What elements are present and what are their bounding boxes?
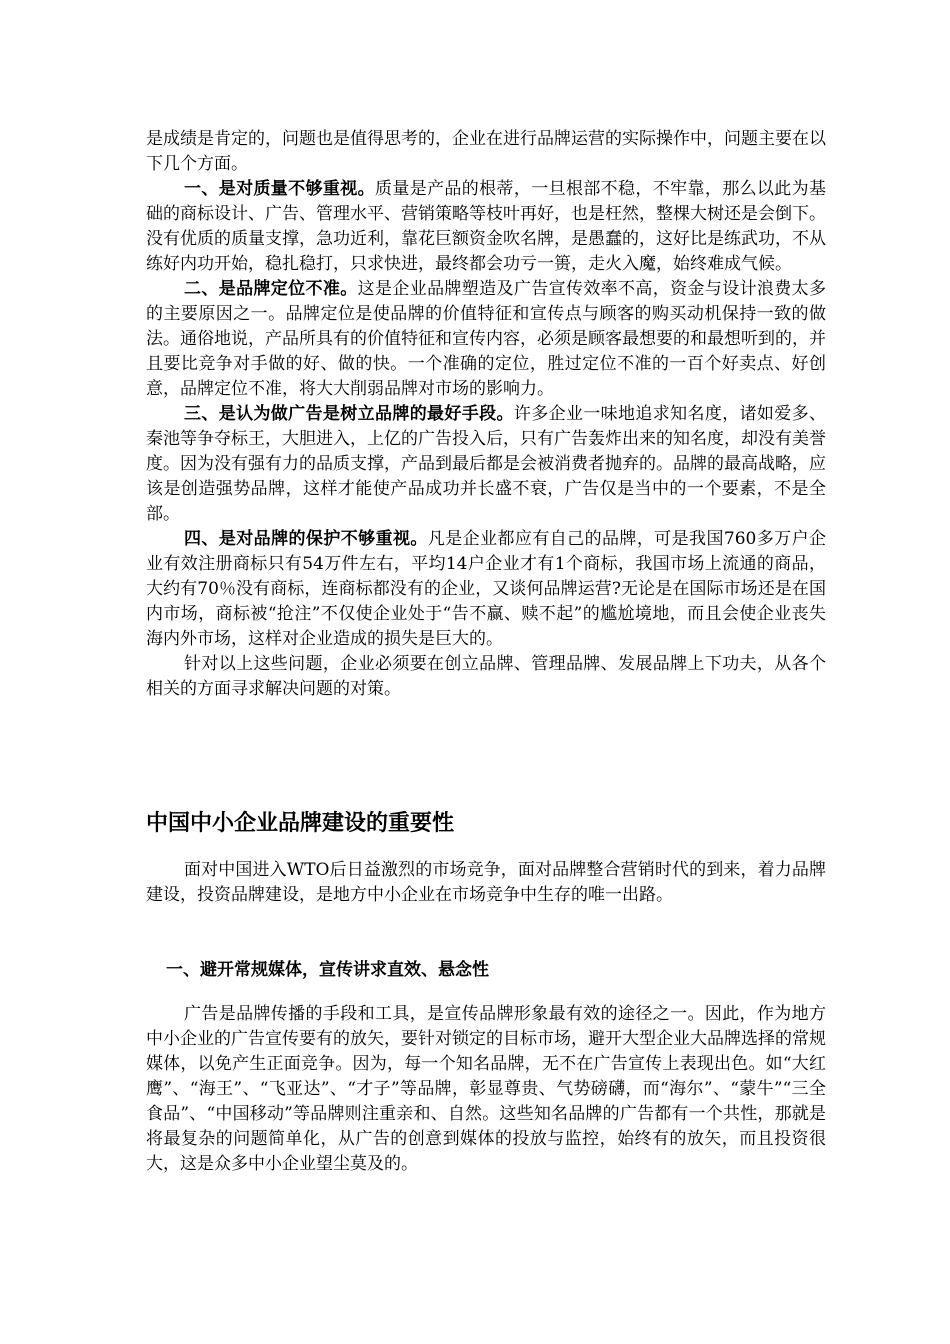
point-lead: 三、是认为做广告是树立品牌的最好手段。 [184, 404, 514, 424]
importance-intro-paragraph: 面对中国进入WTO后日益激烈的市场竞争，面对品牌整合营销时代的到来，着力品牌建设，投资品牌建设，是地方中小企业在市场竞争中生存的唯一出路。 [146, 860, 826, 905]
point-body: 质量是产品的根蒂，一旦根部不稳，不牢靠，那么以此为基础的商标设计、广告、管理水平、营销策略等枝叶再好，也是枉然，整棵大树还是会倒下。没有优质的质量支撑，急功近利，靠花巨额资金吹名牌，是愚蠢的，这好比是练武功，不从练好内功开始，稳扎稳打，只求快进，最终都会功亏一篑，走火入魔，始终难成气候。 [146, 179, 827, 274]
point-lead: 二、是品牌定位不准。 [184, 279, 358, 299]
conclusion-paragraph: 针对以上这些问题，企业必须要在创立品牌、管理品牌、发展品牌上下功夫，从各个相关的方面寻求解决问题的对策。 [146, 654, 826, 699]
point-protection [146, 527, 826, 652]
media-paragraph: 广告是品牌传播的手段和工具，是宣传品牌形象最有效的途径之一。因此，作为地方中小企业的广告宣传要有的放矢，要针对锁定的目标市场，避开大型企业大品牌选择的常规媒体，以免产生正面竞争。因为，每一个知名品牌，无不在广告宣传上表现出色。如“大红鹰”、“海王”、“飞亚达”、“才子”等品牌，彰显尊贵、气势磅礴，而“海尔”、“蒙牛”“三全食品”、“中国移动”等品牌则注重亲和、自然。这些知名品牌的广告都有一个共性，那就是将最复杂的问题简单化，从广告的创意到媒体的投放与监控，始终有的放矢，而且投资很大，这是众多中小企业望尘莫及的。 [146, 1004, 826, 1174]
point-positioning [146, 277, 826, 402]
intro-paragraph: 是成绩是肯定的，问题也是值得思考的，企业在进行品牌运营的实际操作中，问题主要在以下几个方面。 [146, 129, 826, 174]
section-problems [146, 127, 826, 702]
point-lead: 四、是对品牌的保护不够重视。 [184, 529, 428, 549]
point-body: 凡是企业都应有自己的品牌，可是我国760多万户企业有效注册商标只有54万件左右，平均14户企业才有1个商标，我国市场上流通的商品，大约有70％没有商标，连商标都没有的企业，又谈何品牌运营?无论是在国际市场还是在国内市场，商标被“抢注”不仅使企业处于“告不赢、赎不起”的尴尬境地，而且会使企业丧失海内外市场，这样对企业造成的损失是巨大的。 [146, 529, 827, 649]
subsection-heading: 一、避开常规媒体，宣传讲求直效、悬念性 [166, 960, 489, 980]
point-body: 这是企业品牌塑造及广告宣传效率不高，资金与设计浪费太多的主要原因之一。品牌定位是使品牌的价值特征和宣传点与顾客的购买动机保持一致的做法。通俗地说，产品所具有的价值特征和宣传内容，必须是顾客最想要的和最想听到的，并且要比竞争对手做的好、做的快。一个准确的定位，胜过定位不准的一百个好卖点、好创意，品牌定位不准，将大大削弱品牌对市场的影响力。 [146, 279, 827, 399]
point-advertising [146, 402, 826, 527]
point-quality [146, 177, 826, 277]
section-media [146, 1002, 826, 1177]
point-body: 许多企业一味地追求知名度，诸如爱多、秦池等争夺标王，大胆进入，上亿的广告投入后，只有广告轰炸出来的知名度，却没有美誉度。因为没有强有力的品质支撑，产品到最后都是会被消费者抛弃的。品牌的最高战略，应该是创造强势品牌，这样才能使产品成功并长盛不衰，广告仅是当中的一个要素，不是全部。 [146, 404, 827, 524]
section-title: 中国中小企业品牌建设的重要性 [146, 811, 455, 836]
section-importance-intro [146, 858, 826, 908]
point-lead: 一、是对质量不够重视。 [184, 179, 375, 199]
